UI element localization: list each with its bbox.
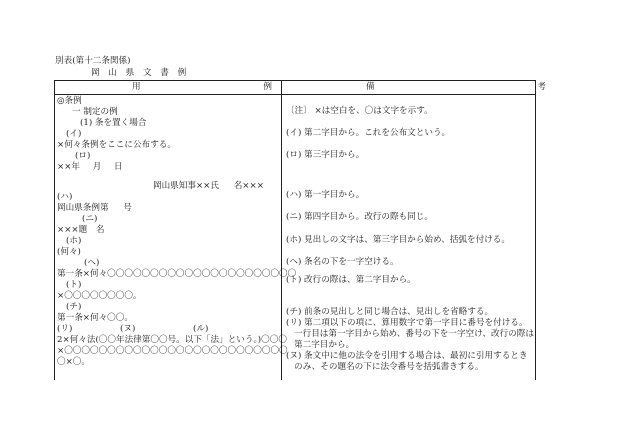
usage-line: (何々) <box>57 247 81 257</box>
usage-line: 岡山県知事××氏 名××× <box>153 181 264 191</box>
usage-line: (ヌ) <box>120 324 136 334</box>
usage-line: (ト) <box>66 280 82 290</box>
page-title: 別表(第十二条関係) <box>55 56 131 66</box>
usage-line: ×××題 名 <box>57 225 105 235</box>
table-left-border <box>54 80 55 380</box>
usage-line: 第一条×何々〇〇〇〇〇〇〇〇〇〇〇〇〇〇〇〇〇〇〇〇〇〇 <box>57 269 297 279</box>
remark-line: 一行目は第一字目から始め、番号の下を一字空け、改行の際は <box>294 329 534 339</box>
usage-line: ×何々条例をここに公布する。 <box>57 140 176 150</box>
usage-line: 2×何々法(〇〇年法律第〇〇号。以下「法」という。)〇〇〇 <box>57 335 287 345</box>
remark-line: 第二字目から。 <box>294 340 355 350</box>
usage-line: ××年 月 日 <box>57 162 123 172</box>
remark-line: (ト) 改行の際は、第二字目から。 <box>286 275 416 285</box>
table-top-border <box>54 80 536 81</box>
usage-line: (ニ) <box>82 214 98 224</box>
remark-line: (ロ) 第三字目から。 <box>286 150 365 160</box>
remark-line: 〔注〕 ×は空白を、〇は文字を示す。 <box>286 106 433 116</box>
remark-line: (リ) 第二項以下の項に、算用数字で第一字目に番号を付ける。 <box>286 318 528 328</box>
usage-line: ×〇〇〇〇〇〇〇〇。 <box>57 291 142 301</box>
usage-line: 第一条×何々〇〇。 <box>57 313 133 323</box>
usage-line: (ル) <box>193 324 209 334</box>
remark-line: (ニ) 第四字目から。改行の際も同じ。 <box>286 212 433 222</box>
remark-line: (ヘ) 条名の下を一字空ける。 <box>286 257 399 267</box>
table-header-divider <box>54 94 536 95</box>
remark-line: のみ、その題名の下に法令番号を括弧書きする。 <box>294 362 484 372</box>
page-subtitle: 岡 山 県 文 書 例 <box>91 68 190 78</box>
usage-line: 岡山県条例第 号 <box>57 203 132 213</box>
remark-line: (イ) 第二字目から。これを公布文という。 <box>286 128 451 138</box>
column-header-usage: 用 例 <box>132 82 332 92</box>
usage-line: (リ) <box>57 324 73 334</box>
usage-line: ×〇〇〇〇〇〇〇〇〇〇〇〇〇〇〇〇〇〇〇〇〇〇〇〇〇〇 <box>57 346 288 356</box>
usage-line: ◎条例 <box>57 96 82 106</box>
usage-line: 〇×〇。 <box>57 357 90 367</box>
usage-line: (1) 条を置く場合 <box>80 118 147 128</box>
usage-line: 一 制定の例 <box>72 107 118 117</box>
remark-line: (ホ) 見出しの文字は、第三字目から始め、括弧を付ける。 <box>286 235 510 245</box>
remark-line: (ヌ) 条文中に他の法令を引用する場合は、最初に引用するとき <box>286 351 528 361</box>
usage-line: (イ) <box>66 129 82 139</box>
usage-line: (チ) <box>66 302 82 312</box>
table-right-border <box>535 80 536 380</box>
usage-line: (ホ) <box>66 236 82 246</box>
usage-line: (ヘ) <box>84 258 100 268</box>
remark-line: (ハ) 第一字目から。 <box>286 190 365 200</box>
usage-line: (ハ) <box>57 192 73 202</box>
usage-line: (ロ) <box>75 151 91 161</box>
column-header-remarks: 備 考 <box>366 82 626 92</box>
remark-line: (チ) 前条の見出しと同じ場合は、見出しを省略する。 <box>286 307 494 317</box>
